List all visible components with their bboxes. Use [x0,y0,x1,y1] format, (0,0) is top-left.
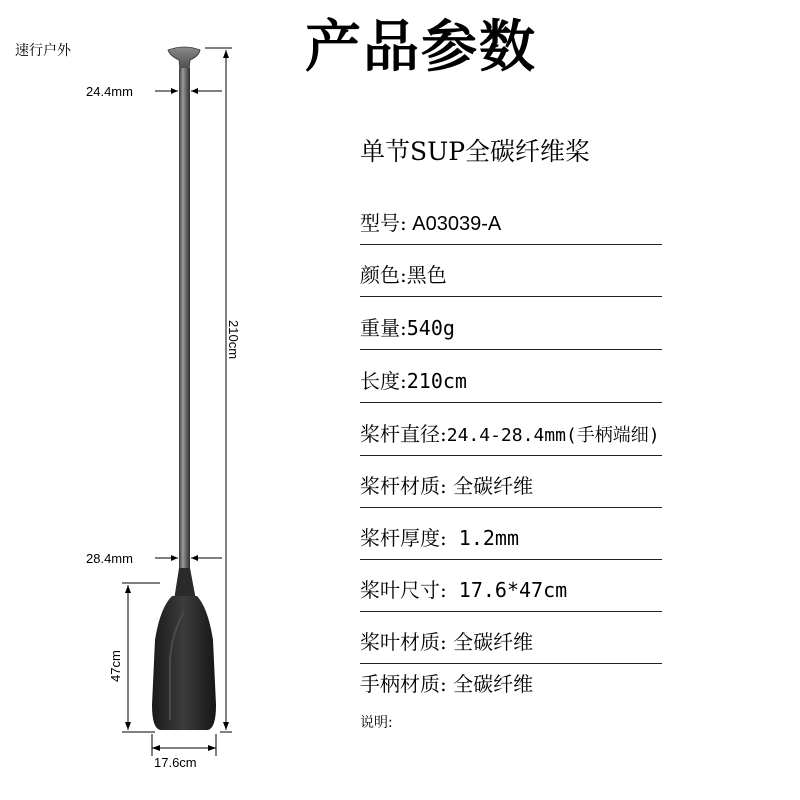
page-title: 产品参数 [305,15,537,80]
spec-label: 桨叶尺寸: [360,578,447,602]
spec-label: 桨杆直径: [360,422,447,446]
dim-arrow [223,50,229,58]
product-name: 单节SUP全碳纤维桨 [360,137,591,166]
spec-value: 210cm [406,369,467,393]
spec-label: 长度: [360,369,407,393]
dim-arrow [191,88,198,94]
dim-arrow [171,555,178,561]
spec-label: 重量: [360,316,407,340]
spec-value: 540g [406,316,455,340]
spec-label: 桨杆厚度: [360,526,447,550]
spec-value: 全碳纤维 [446,672,534,696]
spec-value: 全碳纤维 [446,474,534,498]
dim-arrow [171,88,178,94]
spec-label: 桨杆材质: [360,474,447,498]
dim-length: 210cm [226,320,241,360]
dim-blade-width: 17.6cm [154,755,197,770]
brand-name: 速行户外 [15,43,71,59]
spec-value: A03039-A [406,213,502,235]
spec-label: 手柄材质: [360,672,447,696]
spec-label: 桨叶材质: [360,630,447,654]
paddle-neck [174,568,196,600]
spec-value: 全碳纤维 [446,630,534,654]
spec-label: 颜色: [360,263,407,287]
dim-bottom-diameter: 28.4mm [86,551,133,566]
spec-value: 1.2mm [446,526,519,550]
dim-arrow [125,722,131,730]
spec-label: 型号: [360,211,407,235]
dim-arrow [208,745,216,751]
dim-arrow [223,722,229,730]
spec-value: 17.6*47cm [446,578,568,602]
spec-value: 黑色 [406,263,447,287]
dim-arrow [191,555,198,561]
spec-value: 24.4-28.4mm(手柄端细) [446,425,660,446]
dim-top-diameter: 24.4mm [86,84,133,99]
paddle-handle [168,47,200,70]
dim-arrow [125,585,131,593]
paddle-blade [152,596,216,730]
dim-blade-height: 47cm [108,650,123,682]
paddle-shaft [179,68,190,570]
note-label: 说明: [360,715,393,731]
dim-arrow [152,745,160,751]
